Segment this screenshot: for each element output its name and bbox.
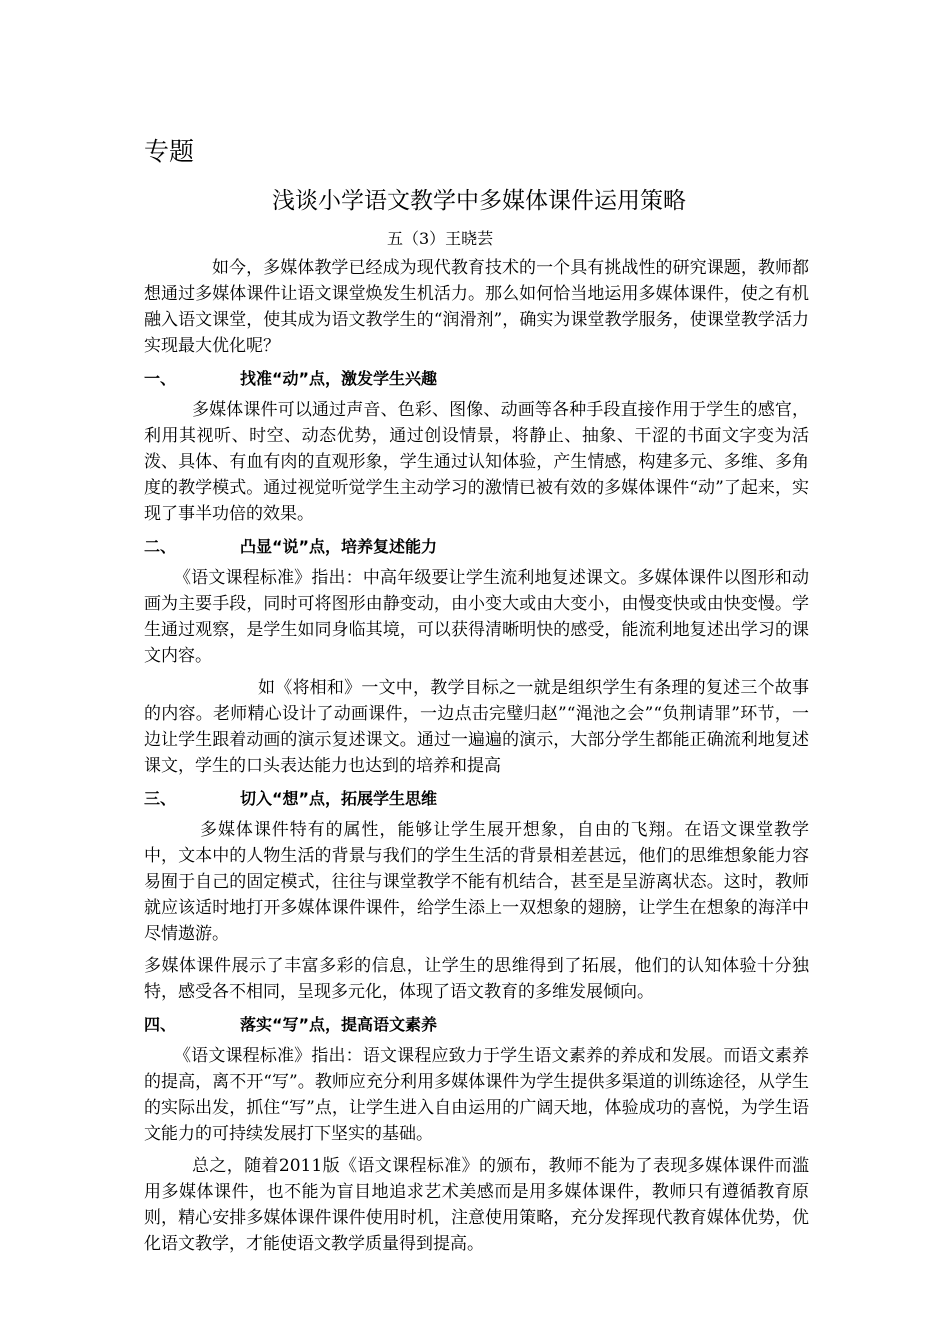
section-paragraph: 如《将相和》一文中，教学目标之一就是组织学生有条理的复述三个故事的内容。老师精心设计了动画课件，一边点击完璧归赵”“渑池之会”“负荆请罪”环节，一边让学生跟着动画的演示复述课文。通过一遍遍的演示，大部分学生都能正确流利地复述课文，学生的口头表达能力也达到的培养和提高	[144, 678, 809, 776]
section-heading-2	[144, 533, 809, 561]
document-body	[144, 255, 809, 1263]
author-line: 五（3）王晓芸	[387, 229, 494, 248]
section-paragraph: 《语文课程标准》指出：中高年级要让学生流利地复述课文。多媒体课件以图形和动画为主要手段，同时可将图形由静变动，由小变大或由大变小，由慢变快或由快变慢。学生通过观察，是学生如同身临其境，可以获得清晰明快的感受，能流利地复述出学习的课文内容。	[144, 568, 809, 666]
section-title: 落实“写”点，提高语文素养	[240, 1015, 438, 1034]
section-title: 找准“动”点，激发学生兴趣	[240, 369, 438, 388]
section-title: 切入“想”点，拓展学生思维	[240, 789, 438, 808]
section-number: 一、	[144, 369, 177, 388]
section-heading-3	[144, 785, 809, 813]
topic-label: 专题	[144, 137, 195, 166]
conclusion-paragraph: 总之，随着2011版《语文课程标准》的颁布，教师不能为了表现多媒体课件而滥用多媒体课件，也不能为盲目地追求艺术美感而是用多媒体课件，教师只有遵循教育原则，精心安排多媒体课件课件使用时机，注意使用策略，充分发挥现代教育媒体优势，优化语文教学，才能使语文教学质量得到提高。	[144, 1156, 809, 1254]
section-heading-1	[144, 365, 809, 393]
section-heading-4	[144, 1011, 809, 1039]
section-paragraph: 多媒体课件可以通过声音、色彩、图像、动画等各种手段直接作用于学生的感官，利用其视听、时空、动态优势，通过创设情景，将静止、抽象、干涩的书面文字变为活泼、具体、有血有肉的直观形象，学生通过认知体验，产生情感，构建多元、多维、多角度的教学模式。通过视觉听觉学生主动学习的激情已被有效的多媒体课件“动”了起来，实现了事半功倍的效果。	[144, 400, 809, 524]
section-paragraph: 多媒体课件特有的属性，能够让学生展开想象，自由的飞翔。在语文课堂教学中，文本中的人物生活的背景与我们的学生生活的背景相差甚远，他们的思维想象能力容易囿于自己的固定模式，往往与课堂教学不能有机结合，甚至是呈游离状态。这时，教师就应该适时地打开多媒体课件课件，给学生添上一双想象的翅膀，让学生在想象的海洋中尽情遨游。	[144, 820, 809, 944]
section-paragraph: 多媒体课件展示了丰富多彩的信息，让学生的思维得到了拓展，他们的认知体验十分独特，感受各不相同，呈现多元化，体现了语文教育的多维发展倾向。	[144, 956, 809, 1002]
section-number: 四、	[144, 1015, 177, 1034]
section-number: 二、	[144, 537, 177, 556]
document-title: 浅谈小学语文教学中多媒体课件运用策略	[272, 188, 686, 214]
section-title: 凸显“说”点，培养复述能力	[240, 537, 438, 556]
intro-paragraph: 如今，多媒体教学已经成为现代教育技术的一个具有挑战性的研究课题，教师都想通过多媒体课件让语文课堂焕发生机活力。那么如何恰当地运用多媒体课件，使之有机融入语文课堂，使其成为语文教学生的“润滑剂”，确实为课堂教学服务，使课堂教学活力实现最大优化呢？	[144, 258, 809, 356]
section-number: 三、	[144, 789, 177, 808]
section-paragraph: 《语文课程标准》指出：语文课程应致力于学生语文素养的养成和发展。而语文素养的提高，离不开“写”。教师应充分利用多媒体课件为学生提供多渠道的训练途径，从学生的实际出发，抓住“写”点，让学生进入自由运用的广阔天地，体验成功的喜悦，为学生语文能力的可持续发展打下坚实的基础。	[144, 1046, 809, 1144]
